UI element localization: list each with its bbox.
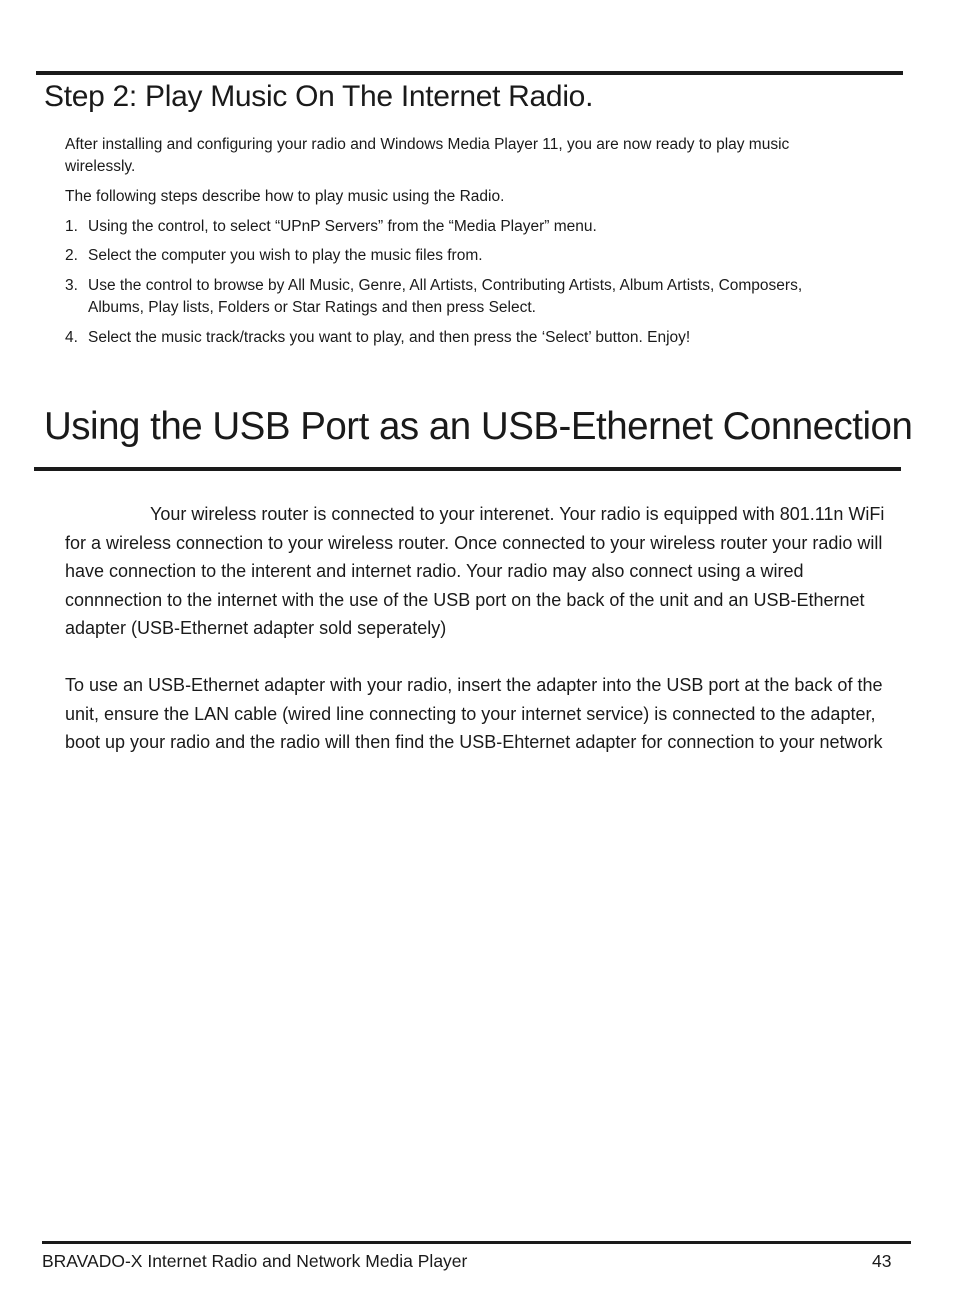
page-number: 43	[872, 1251, 892, 1271]
list-item-number: 3.	[65, 277, 78, 294]
usb-paragraph-1: Your wireless router is connected to your interenet. Your radio is equipped with 801.11n WiFi for a wireless connection to your wireless router. Once connected to your wireless router your radio will have connection to the interent and internet radio. Your radio may also connect using a wired connnection to the internet with the use of the USB port on the back of the unit and an USB-Ethernet adapter (USB-Ethernet adapter sold seperately)	[65, 504, 885, 638]
list-item-text: Using the control, to select “UPnP Servers” from the “Media Player” menu.	[88, 218, 597, 235]
usb-paragraph-2: To use an USB-Ethernet adapter with your radio, insert the adapter into the USB port at the back of the unit, ensure the LAN cable (wired line connecting to your internet service) is connected to the adapter, boot up your radio and the radio will then find the USB-Ehternet adapter for connection to your network	[65, 675, 883, 752]
step2-heading: Step 2: Play Music On The Internet Radio.	[44, 80, 594, 113]
step2-lead: The following steps describe how to play music using the Radio.	[65, 188, 505, 205]
footer-title: BRAVADO-X Internet Radio and Network Media Player	[42, 1251, 468, 1271]
section-rule	[34, 467, 901, 471]
list-item-text: Use the control to browse by All Music, Genre, All Artists, Contributing Artists, Album Artists, Composers, Albums, Play lists, Folders or Star Ratings and then press Select.	[88, 277, 803, 316]
list-item-number: 4.	[65, 329, 78, 346]
list-item-text: Select the music track/tracks you want to play, and then press the ‘Select’ button. Enjoy!	[88, 329, 691, 346]
list-item-number: 1.	[65, 218, 78, 235]
list-item-number: 2.	[65, 247, 78, 264]
usb-section-heading: Using the USB Port as an USB-Ethernet Connection	[44, 405, 913, 448]
list-item-text: Select the computer you wish to play the music files from.	[88, 247, 483, 264]
footer-rule	[42, 1241, 911, 1244]
top-rule	[36, 71, 903, 75]
step2-intro: After installing and configuring your radio and Windows Media Player 11, you are now ready to play music wirelessly.	[65, 136, 790, 175]
